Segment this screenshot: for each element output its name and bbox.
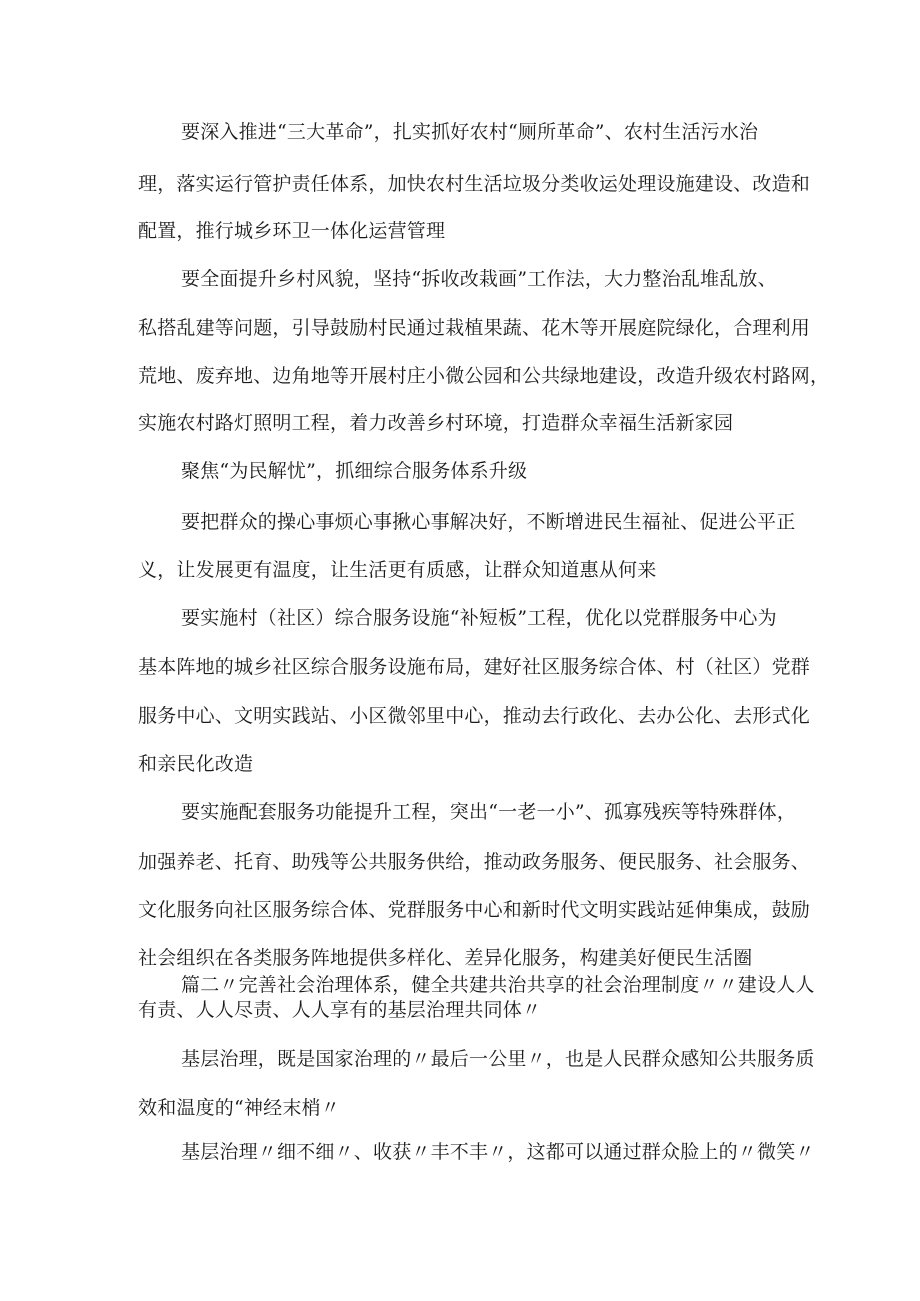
text-line: 基本阵地的城乡社区综合服务设施布局，建好社区服务综合体、村（社区）党群 (138, 656, 811, 678)
section-heading: 聚焦“为民解忧”，抓细综合服务体系升级 (181, 460, 528, 482)
text-line: 要深入推进“三大革命”，扎实抓好农村“厕所革命”、农村生活污水治 (181, 121, 759, 143)
text-line: 要全面提升乡村风貌，坚持“拆收改栽画”工作法，大力整治乱堆乱放、 (181, 268, 777, 290)
text-line: 服务中心、文明实践站、小区微邻里中心，推动去行政化、去办公化、去形式化 (138, 705, 811, 727)
text-line: 和亲民化改造 (138, 753, 254, 775)
section-heading: 篇二〃完善社会治理体系，健全共建共治共享的社会治理制度〃〃建设人人 (181, 974, 815, 996)
text-line: 加强养老、托育、助残等公共服务供给，推动政务服务、便民服务、社会服务、 (138, 851, 811, 873)
text-line: 荒地、废弃地、边角地等开展村庄小微公园和公共绿地建设，改造升级农村路网， (138, 365, 830, 387)
section-heading: 有责、人人尽责、人人享有的基层治理共同体〃 (138, 999, 542, 1021)
text-line: 理，落实运行管护责任体系，加快农村生活垃圾分类收运处理设施建设、改造和 (138, 173, 811, 195)
text-line: 基层治理，既是国家治理的〃最后一公里〃，也是人民群众感知公共服务质 (181, 1048, 815, 1070)
text-line: 文化服务向社区服务综合体、党群服务中心和新时代文明实践站延伸集成，鼓励 (138, 899, 811, 921)
text-line: 私搭乱建等问题，引导鼓励村民通过栽植果蔬、花木等开展庭院绿化，合理利用 (138, 317, 811, 339)
text-line: 要把群众的操心事烦心事揪心事解决好，不断增进民生福祉、促进公平正 (181, 511, 796, 533)
text-line: 要实施配套服务功能提升工程，突出“一老一小”、孤寡残疾等特殊群体， (181, 801, 797, 823)
text-line: 义，让发展更有温度，让生活更有质感，让群众知道惠从何来 (138, 559, 657, 581)
text-line: 配置，推行城乡环卫一体化运营管理 (138, 220, 446, 242)
text-line: 社会组织在各类服务阵地提供多样化、差异化服务，构建美好便民生活圈 (138, 947, 753, 969)
text-line: 效和温度的“神经末梢〃 (138, 1097, 340, 1119)
text-line: 实施农村路灯照明工程，着力改善乡村环境，打造群众幸福生活新家园 (138, 412, 734, 434)
text-line: 基层治理〃细不细〃、收获〃丰不丰〃，这都可以通过群众脸上的〃微笑〃 (181, 1141, 815, 1163)
text-line: 要实施村（社区）综合服务设施“补短板”工程，优化以党群服务中心为 (181, 607, 777, 629)
